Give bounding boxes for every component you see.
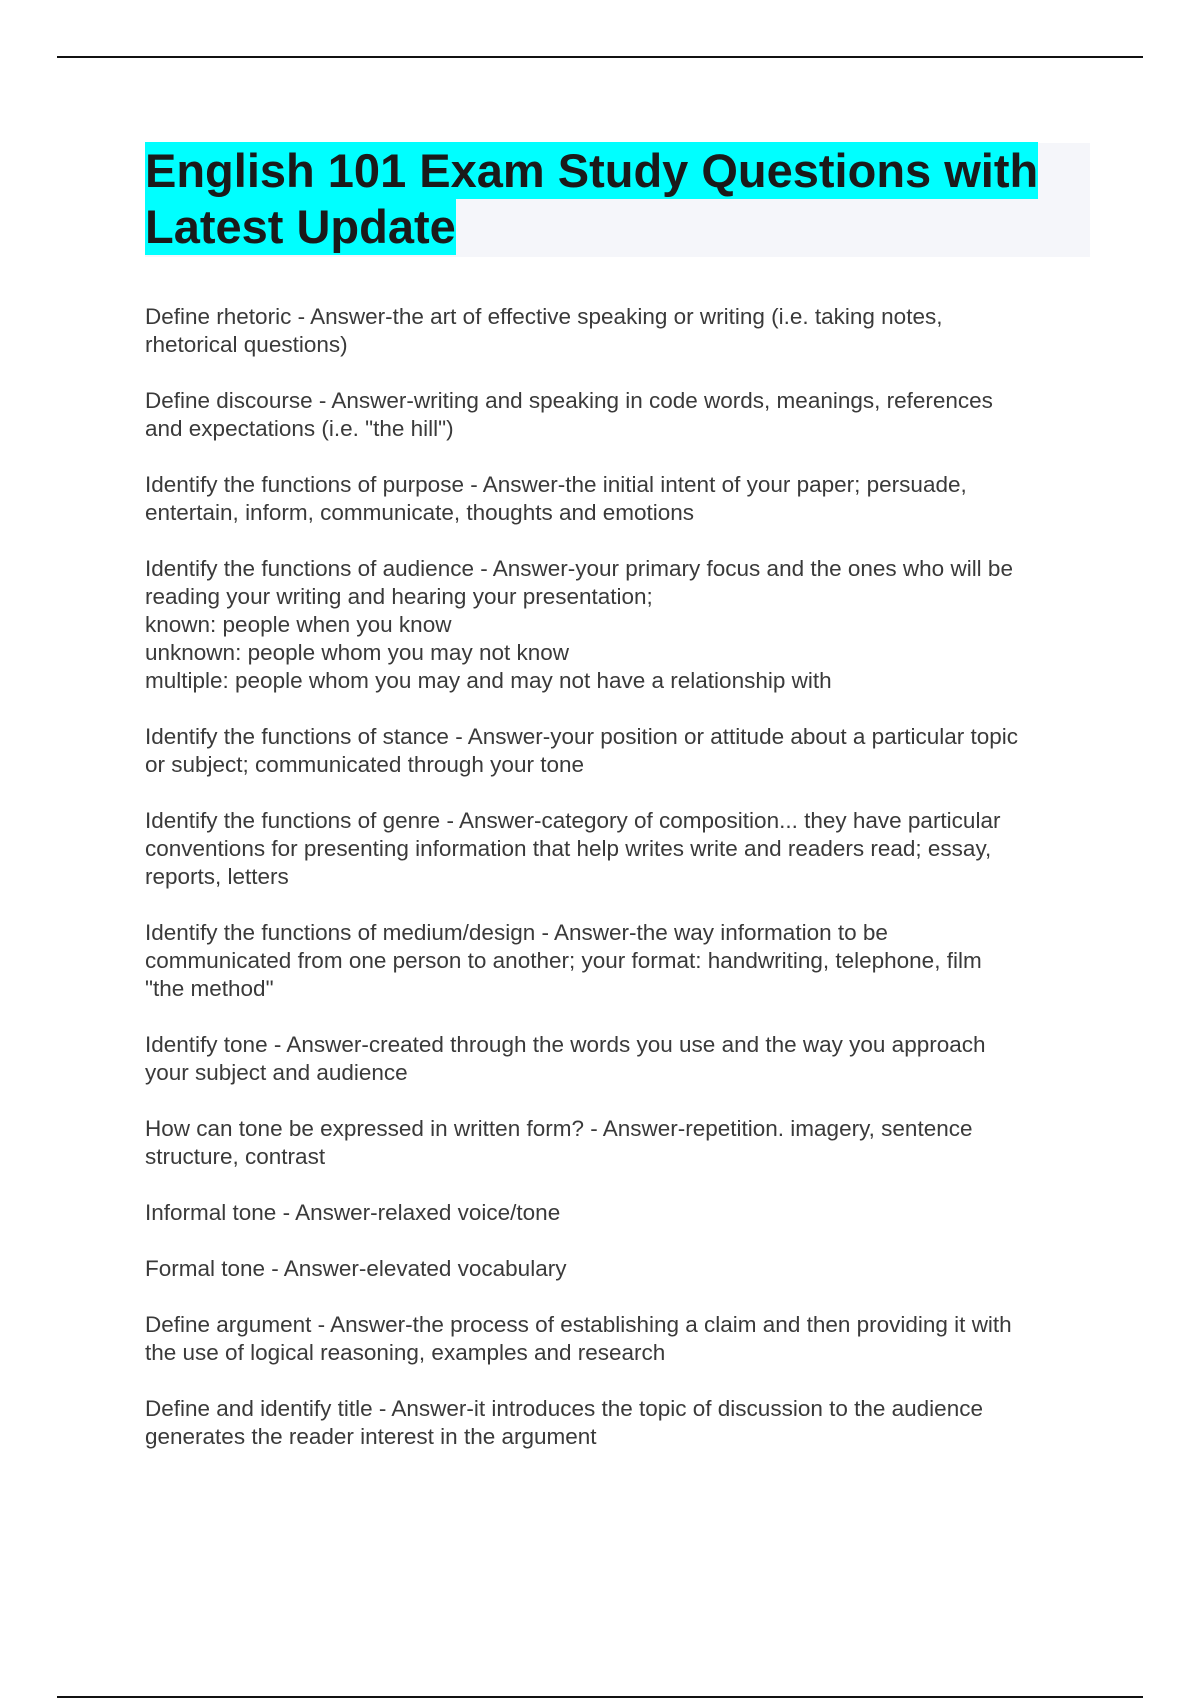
qa-list <box>145 303 1090 1479</box>
qa-item: Informal tone - Answer-relaxed voice/tone <box>145 1200 561 1225</box>
qa-item: Identify the functions of audience - Answer-your primary focus and the ones who will be reading your writing and hearing your presentation; known: people when you know unknown: people whom you may not know multiple: people whom you may and may not have a relationship with <box>145 556 1013 693</box>
qa-item: Identify the functions of genre - Answer-category of composition... they have particular conventions for presenting information that help writes write and readers read; essay, reports, letters <box>145 808 1001 889</box>
qa-item: Define argument - Answer-the process of establishing a claim and then providing it with the use of logical reasoning, examples and research <box>145 1312 1012 1365</box>
qa-item: Define rhetoric - Answer-the art of effective speaking or writing (i.e. taking notes, rhetorical questions) <box>145 304 943 357</box>
top-rule <box>57 56 1143 58</box>
qa-item: Formal tone - Answer-elevated vocabulary <box>145 1256 567 1281</box>
title-line-2: Latest Update <box>145 200 456 253</box>
title-line-1: English 101 Exam Study Questions with <box>145 144 1039 197</box>
qa-item: Define discourse - Answer-writing and speaking in code words, meanings, references and expectations (i.e. "the hill") <box>145 388 993 441</box>
page-title <box>145 143 1090 255</box>
qa-item: Identify the functions of medium/design - Answer-the way information to be communicated from one person to another; your format: handwriting, telephone, film "the method" <box>145 920 982 1001</box>
qa-item: Identify the functions of purpose - Answer-the initial intent of your paper; persuade, entertain, inform, communicate, thoughts and emotions <box>145 472 967 525</box>
qa-item: Define and identify title - Answer-it introduces the topic of discussion to the audience generates the reader interest in the argument <box>145 1396 983 1449</box>
qa-item: Identify the functions of stance - Answer-your position or attitude about a particular topic or subject; communicated through your tone <box>145 724 1018 777</box>
qa-item: Identify tone - Answer-created through the words you use and the way you approach your subject and audience <box>145 1032 986 1085</box>
qa-item: How can tone be expressed in written form? - Answer-repetition. imagery, sentence structure, contrast <box>145 1116 973 1169</box>
title-block <box>145 143 1090 257</box>
bottom-rule <box>57 1696 1143 1698</box>
